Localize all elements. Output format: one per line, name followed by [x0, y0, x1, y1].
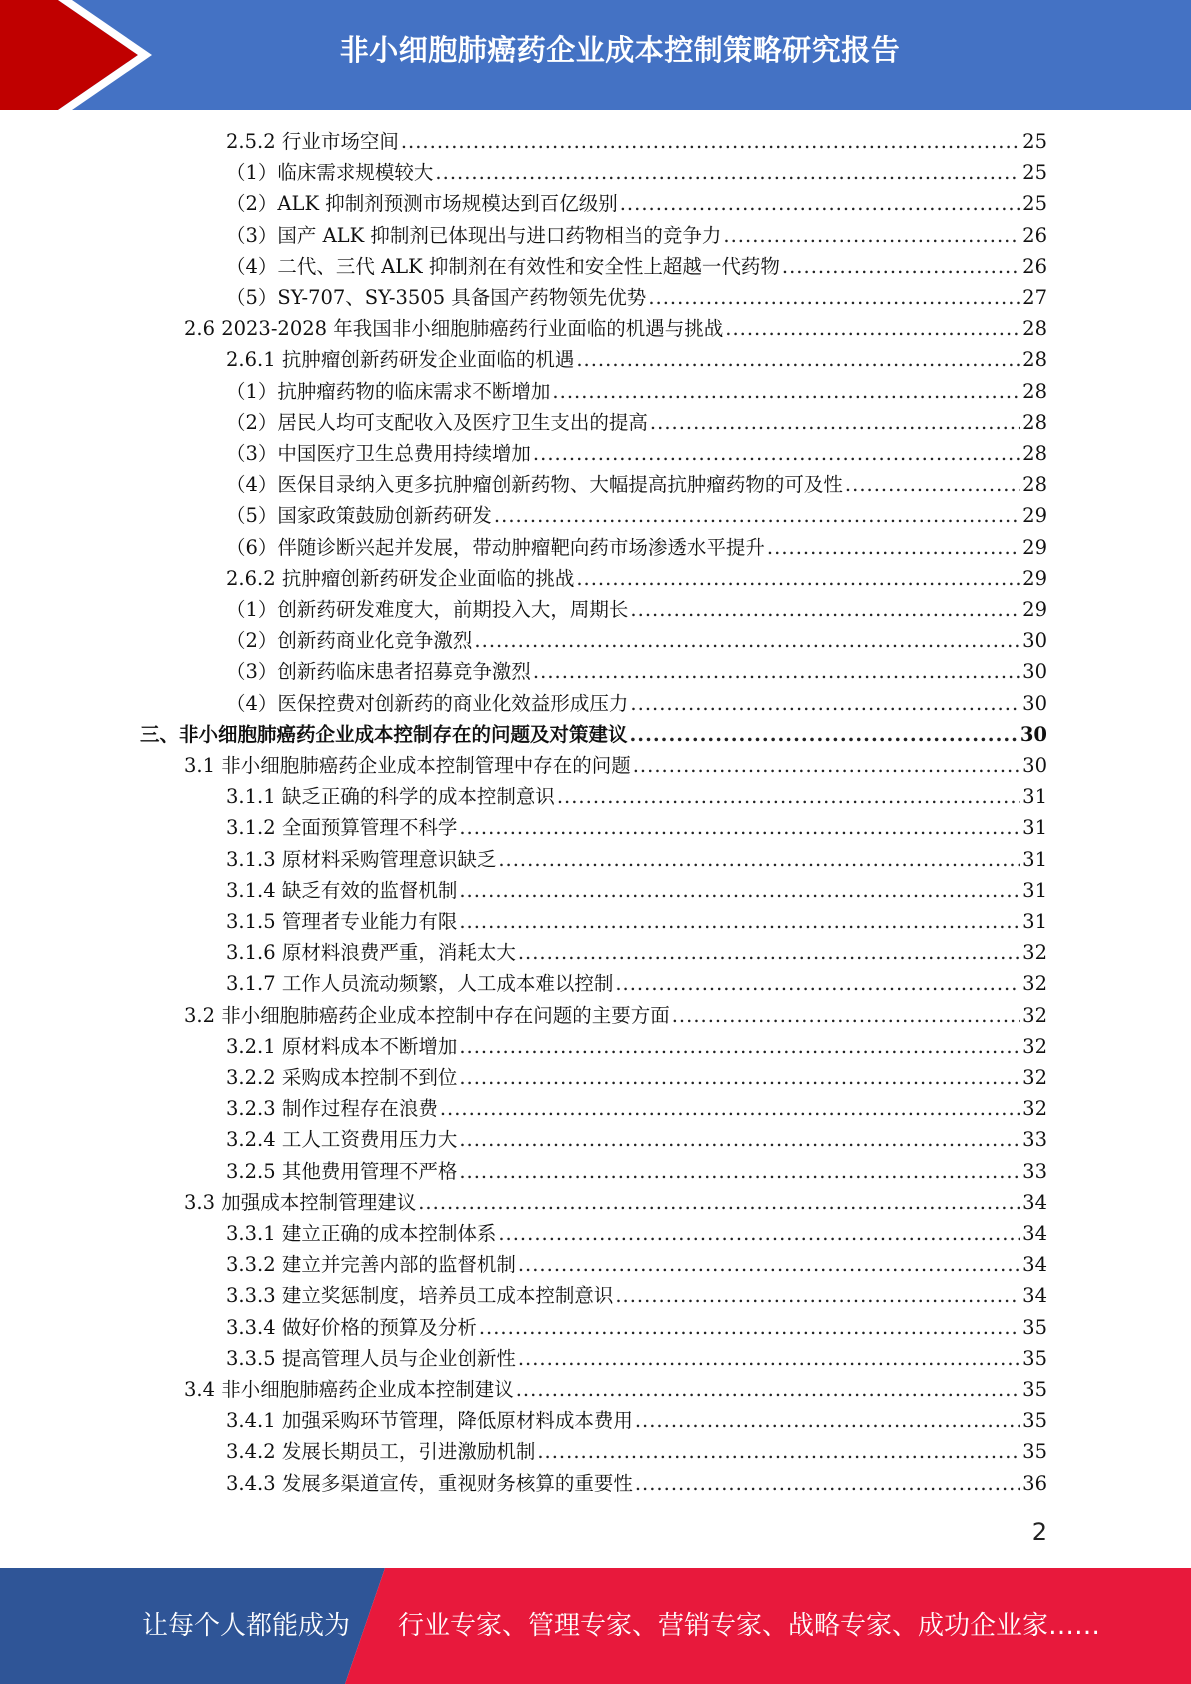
- toc-dot-leader: [401, 126, 1020, 157]
- toc-entry-page: 32: [1022, 1034, 1047, 1058]
- toc-entry-page: 36: [1022, 1471, 1047, 1495]
- toc-entry-page: 31: [1022, 878, 1047, 902]
- toc-entry-page: 30: [1022, 691, 1047, 715]
- toc-entry-page: 30: [1022, 754, 1047, 777]
- toc-entry-page: 31: [1022, 910, 1047, 933]
- toc-entry[interactable]: [226, 1031, 1047, 1062]
- toc-entry[interactable]: [226, 126, 1047, 157]
- toc-entry[interactable]: [226, 1280, 1047, 1311]
- toc-entry[interactable]: [226, 1436, 1047, 1467]
- toc-entry[interactable]: [226, 875, 1047, 906]
- toc-entry-title: （5）SY-707、SY-3505 具备国产药物领先优势: [226, 286, 647, 309]
- footer-slogan-right: 行业专家、管理专家、营销专家、战略专家、成功企业家……: [398, 1611, 1101, 1641]
- toc-entry-page: 30: [1022, 629, 1047, 653]
- toc-dot-leader: [782, 251, 1020, 282]
- toc-entry[interactable]: [226, 220, 1047, 251]
- toc-entry[interactable]: [226, 1093, 1047, 1124]
- toc-entry-title: 3.3.4 做好价格的预算及分析: [226, 1315, 477, 1339]
- toc-entry[interactable]: [226, 344, 1047, 375]
- toc-dot-leader: [630, 688, 1020, 719]
- toc-entry-title: 2.6.2 抗肿瘤创新药研发企业面临的挑战: [226, 566, 575, 590]
- toc-entry-title: （1）抗肿瘤药物的临床需求不断增加: [226, 379, 551, 403]
- toc-entry-page: 29: [1022, 535, 1047, 559]
- toc-entry-title: （3）中国医疗卫生总费用持续增加: [226, 442, 531, 465]
- toc-entry[interactable]: [226, 688, 1047, 719]
- toc-dot-leader: [845, 469, 1020, 500]
- toc-entry-page: 25: [1022, 130, 1047, 153]
- toc-entry-title: （6）伴随诊断兴起并发展，带动肿瘤靶向药市场渗透水平提升: [226, 535, 765, 559]
- toc-entry[interactable]: [184, 1000, 1047, 1031]
- toc-entry-page: 32: [1022, 1003, 1047, 1027]
- toc-entry[interactable]: [184, 313, 1047, 344]
- toc-dot-leader: [518, 1249, 1020, 1280]
- toc-entry-title: 3.1.5 管理者专业能力有限: [226, 910, 458, 933]
- toc-entry[interactable]: [226, 563, 1047, 594]
- toc-entry[interactable]: [226, 781, 1047, 812]
- toc-entry-page: 28: [1022, 379, 1047, 403]
- toc-entry[interactable]: [226, 251, 1047, 282]
- footer-slogan-left: 让每个人都能成为: [142, 1611, 351, 1641]
- toc-entry-page: 31: [1022, 847, 1047, 871]
- report-title: 非小细胞肺癌药企业成本控制策略研究报告: [339, 33, 901, 67]
- toc-dot-leader: [459, 1031, 1020, 1062]
- toc-entry-title: 3.3.2 建立并完善内部的监督机制: [226, 1253, 516, 1277]
- toc-entry-page: 30: [1022, 660, 1047, 684]
- toc-dot-leader: [459, 1124, 1020, 1155]
- toc-entry[interactable]: [226, 1405, 1047, 1436]
- toc-entry-page: 34: [1022, 1284, 1047, 1308]
- toc-dot-leader: [518, 1343, 1020, 1374]
- toc-entry-title: 三、非小细胞肺癌药企业成本控制存在的问题及对策建议: [140, 722, 628, 746]
- toc-entry-title: 3.2.4 工人工资费用压力大: [226, 1128, 458, 1152]
- toc-entry[interactable]: [226, 906, 1047, 937]
- toc-entry[interactable]: [226, 1062, 1047, 1093]
- toc-dot-leader: [576, 344, 1020, 375]
- toc-entry-page: 29: [1022, 598, 1047, 621]
- toc-entry-page: 32: [1022, 972, 1047, 996]
- toc-entry[interactable]: [226, 282, 1047, 313]
- toc-dot-leader: [498, 1218, 1020, 1249]
- toc-dot-leader: [648, 282, 1020, 313]
- toc-entry-title: 3.1.3 原材料采购管理意识缺乏: [226, 847, 497, 871]
- toc-dot-leader: [459, 1156, 1020, 1187]
- toc-dot-leader: [459, 906, 1020, 937]
- toc-dot-leader: [494, 500, 1020, 531]
- toc-entry-page: 34: [1022, 1253, 1047, 1277]
- toc-entry-page: 28: [1022, 348, 1047, 372]
- toc-dot-leader: [479, 1312, 1020, 1343]
- toc-entry-page: 28: [1022, 473, 1047, 497]
- toc-entry[interactable]: [226, 407, 1047, 438]
- toc-entry[interactable]: [184, 1187, 1047, 1218]
- toc-entry-title: （1）创新药研发难度大，前期投入大，周期长: [226, 598, 629, 621]
- toc-entry-title: 3.2.5 其他费用管理不严格: [226, 1159, 458, 1183]
- toc-entry[interactable]: [226, 594, 1047, 625]
- toc-entry-title: 3.2.3 制作过程存在浪费: [226, 1097, 438, 1121]
- toc-entry-page: 35: [1022, 1409, 1047, 1433]
- toc-entry[interactable]: [184, 750, 1047, 781]
- toc-dot-leader: [459, 875, 1020, 906]
- toc-dot-leader: [552, 376, 1020, 407]
- toc-entry[interactable]: [226, 532, 1047, 563]
- toc-entry-page: 35: [1022, 1378, 1047, 1401]
- toc-dot-leader: [459, 812, 1020, 843]
- toc-entry[interactable]: [226, 500, 1047, 531]
- toc-dot-leader: [615, 968, 1020, 999]
- toc-dot-leader: [633, 750, 1020, 781]
- toc-entry-title: 2.5.2 行业市场空间: [226, 130, 399, 153]
- toc-entry-page: 28: [1022, 410, 1047, 434]
- toc-entry-title: 3.2.1 原材料成本不断增加: [226, 1034, 458, 1058]
- toc-entry-page: 35: [1022, 1346, 1047, 1370]
- toc-entry-page: 35: [1022, 1440, 1047, 1464]
- toc-entry-title: （2）创新药商业化竞争激烈: [226, 629, 473, 653]
- toc-dot-leader: [650, 407, 1020, 438]
- toc-entry[interactable]: [226, 1156, 1047, 1187]
- header-arrow-graphic: [0, 0, 160, 110]
- toc-entry-page: 34: [1022, 1222, 1047, 1245]
- toc-entry-title: 3.1.1 缺乏正确的科学的成本控制意识: [226, 785, 555, 809]
- toc-entry-page: 28: [1022, 317, 1047, 341]
- toc-entry[interactable]: [226, 1249, 1047, 1280]
- toc-entry[interactable]: [140, 719, 1047, 750]
- toc-entry-title: 2.6 2023-2028 年我国非小细胞肺癌药行业面临的机遇与挑战: [184, 317, 724, 341]
- toc-entry-title: （2）居民人均可支配收入及医疗卫生支出的提高: [226, 410, 648, 434]
- toc-dot-leader: [533, 656, 1020, 687]
- toc-dot-leader: [725, 313, 1020, 344]
- toc-entry-page: 26: [1022, 254, 1047, 278]
- toc-entry[interactable]: [226, 1218, 1047, 1249]
- toc-entry[interactable]: [226, 937, 1047, 968]
- toc-entry-page: 33: [1022, 1128, 1047, 1152]
- toc-entry-title: （3）创新药临床患者招募竞争激烈: [226, 660, 531, 684]
- toc-entry-title: 3.3.3 建立奖惩制度，培养员工成本控制意识: [226, 1284, 614, 1308]
- toc-entry[interactable]: [226, 469, 1047, 500]
- toc-dot-leader: [635, 1405, 1020, 1436]
- toc-entry[interactable]: [226, 844, 1047, 875]
- toc-entry-title: 3.4.2 发展长期员工，引进激励机制: [226, 1440, 536, 1464]
- toc-entry-title: 3.1.6 原材料浪费严重，消耗太大: [226, 941, 516, 965]
- toc-entry[interactable]: [226, 656, 1047, 687]
- toc-entry-title: 3.3.1 建立正确的成本控制体系: [226, 1222, 497, 1245]
- toc-entry-title: 3.4.3 发展多渠道宣传，重视财务核算的重要性: [226, 1471, 633, 1495]
- toc-entry-page: 30: [1019, 722, 1047, 746]
- toc-dot-leader: [435, 157, 1020, 188]
- toc-entry-page: 29: [1022, 566, 1047, 590]
- toc-dot-leader: [576, 563, 1020, 594]
- toc-entry-page: 33: [1022, 1159, 1047, 1183]
- toc-entry-title: 3.1.7 工作人员流动频繁，人工成本难以控制: [226, 972, 614, 996]
- toc-entry-page: 25: [1022, 192, 1047, 216]
- toc-dot-leader: [533, 438, 1020, 469]
- toc-entry-page: 31: [1022, 816, 1047, 840]
- toc-entry-title: （4）医保目录纳入更多抗肿瘤创新药物、大幅提高抗肿瘤药物的可及性: [226, 473, 843, 497]
- toc-dot-leader: [440, 1093, 1020, 1124]
- toc-entry-page: 32: [1022, 1097, 1047, 1121]
- page-footer: [0, 1568, 1191, 1684]
- toc-entry-title: 2.6.1 抗肿瘤创新药研发企业面临的机遇: [226, 348, 575, 372]
- toc-dot-leader: [498, 844, 1020, 875]
- toc-dot-leader: [723, 220, 1020, 251]
- toc-entry-title: 3.1.4 缺乏有效的监督机制: [226, 878, 458, 902]
- toc-entry-page: 32: [1022, 941, 1047, 965]
- toc-entry[interactable]: [226, 188, 1047, 219]
- toc-entry-title: 3.3 加强成本控制管理建议: [184, 1190, 417, 1214]
- page-number: 2: [1031, 1518, 1047, 1546]
- toc-entry-title: （4）二代、三代 ALK 抑制剂在有效性和安全性上超越一代药物: [226, 254, 780, 278]
- toc-entry-title: （5）国家政策鼓励创新药研发: [226, 504, 492, 528]
- toc-entry-page: 27: [1022, 286, 1047, 309]
- toc-entry[interactable]: [184, 1374, 1047, 1405]
- toc-entry[interactable]: [226, 376, 1047, 407]
- toc-entry-page: 25: [1022, 161, 1047, 185]
- toc-entry-title: 3.4 非小细胞肺癌药企业成本控制建议: [184, 1378, 514, 1401]
- toc-dot-leader: [557, 781, 1020, 812]
- toc-entry-page: 31: [1022, 785, 1047, 809]
- toc-entry-title: （1）临床需求规模较大: [226, 161, 434, 185]
- toc-dot-leader: [630, 719, 1018, 750]
- toc-entry-title: 3.3.5 提高管理人员与企业创新性: [226, 1346, 516, 1370]
- toc-entry-title: 3.1 非小细胞肺癌药企业成本控制管理中存在的问题: [184, 754, 631, 777]
- toc-dot-leader: [767, 532, 1020, 563]
- toc-dot-leader: [518, 937, 1020, 968]
- toc-entry-page: 26: [1022, 223, 1047, 247]
- toc-dot-leader: [537, 1436, 1020, 1467]
- toc-dot-leader: [615, 1280, 1020, 1311]
- toc-entry-title: （2）ALK 抑制剂预测市场规模达到百亿级别: [226, 192, 618, 216]
- toc-dot-leader: [418, 1187, 1020, 1218]
- toc-entry[interactable]: [226, 1312, 1047, 1343]
- toc-entry-title: 3.4.1 加强采购环节管理，降低原材料成本费用: [226, 1409, 633, 1433]
- toc-dot-leader: [474, 625, 1020, 656]
- toc-entry-page: 32: [1022, 1066, 1047, 1089]
- toc-entry-page: 29: [1022, 504, 1047, 528]
- toc-entry[interactable]: [226, 625, 1047, 656]
- toc-entry-title: 3.2 非小细胞肺癌药企业成本控制中存在问题的主要方面: [184, 1003, 670, 1027]
- toc-entry-title: （3）国产 ALK 抑制剂已体现出与进口药物相当的竞争力: [226, 223, 722, 247]
- toc-dot-leader: [516, 1374, 1020, 1405]
- toc-entry-title: （4）医保控费对创新药的商业化效益形成压力: [226, 691, 629, 715]
- toc-entry-title: 3.2.2 采购成本控制不到位: [226, 1066, 458, 1089]
- toc-entry-page: 28: [1022, 442, 1047, 465]
- toc-dot-leader: [630, 594, 1020, 625]
- toc-entry[interactable]: [226, 1343, 1047, 1374]
- toc-entry-page: 35: [1022, 1315, 1047, 1339]
- toc-entry-title: 3.1.2 全面预算管理不科学: [226, 816, 458, 840]
- page-header: [0, 0, 1191, 110]
- toc-dot-leader: [620, 188, 1020, 219]
- toc-entry[interactable]: [226, 1124, 1047, 1155]
- toc-entry[interactable]: [226, 438, 1047, 469]
- toc-dot-leader: [635, 1468, 1020, 1499]
- toc-entry[interactable]: [226, 1468, 1047, 1499]
- toc-dot-leader: [672, 1000, 1020, 1031]
- toc-dot-leader: [459, 1062, 1020, 1093]
- toc-entry[interactable]: [226, 157, 1047, 188]
- toc-entry[interactable]: [226, 968, 1047, 999]
- toc-entry[interactable]: [226, 812, 1047, 843]
- toc-entry-page: 34: [1022, 1190, 1047, 1214]
